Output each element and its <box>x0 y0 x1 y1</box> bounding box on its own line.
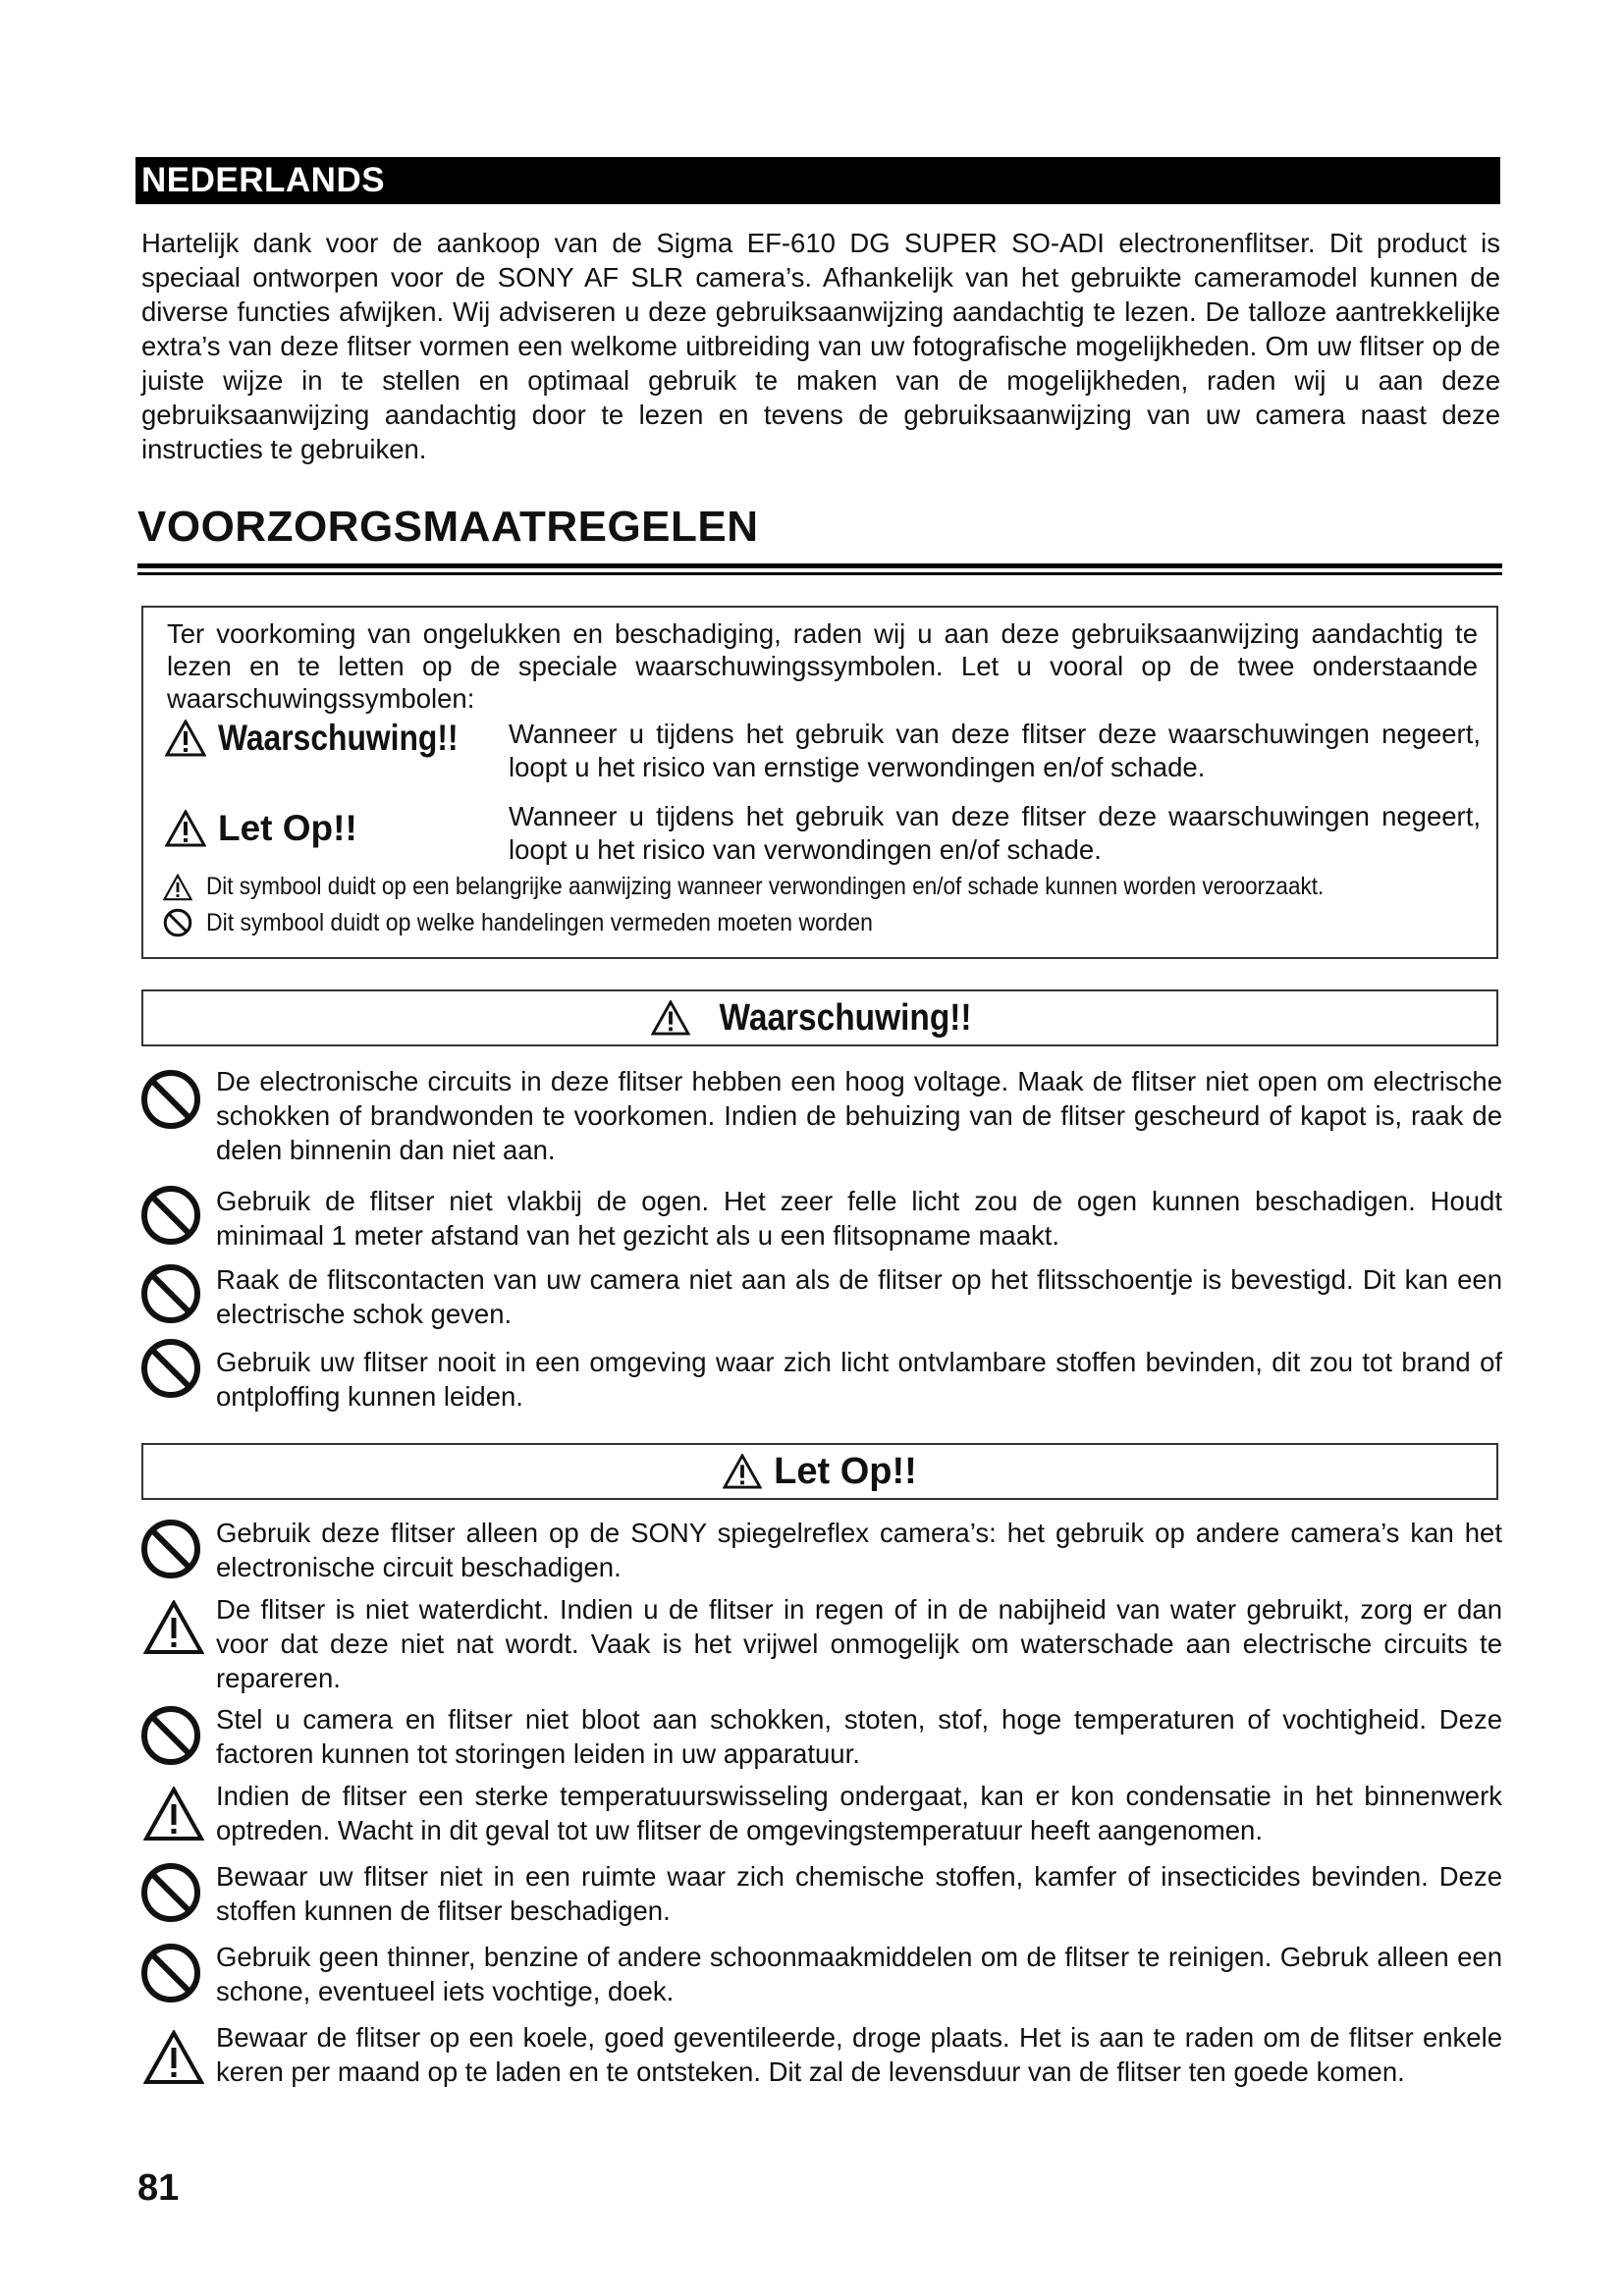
caution-section-header <box>141 1443 1498 1500</box>
warning-triangle-icon <box>163 874 192 901</box>
warning-item-text: Raak de flitscontacten van uw camera niet aan als de flitser op het flitsschoentje is bevestigd. Dit kan een electrische schok geven. <box>216 1264 1502 1329</box>
warning-item-text: Gebruik uw flitser nooit in een omgeving waar zich licht ontvlambare stoffen bevinden, dit zou tot brand of ontploffing kunnen leiden. <box>216 1347 1502 1412</box>
caution-item-text: Bewaar uw flitser niet in een ruimte waar zich chemische stoffen, kamfer of insecticides bevinden. Deze stoffen kunnen de flitser beschadigen. <box>216 1861 1502 1926</box>
warning-triangle-icon <box>143 1600 204 1655</box>
caution-label <box>165 808 357 849</box>
prohibited-icon <box>139 1704 202 1767</box>
warning-triangle-icon <box>723 1454 762 1489</box>
prohibit-symbol-text: Dit symbool duidt op welke handelingen vermeden moeten worden <box>206 908 873 936</box>
caution-item-text: De flitser is niet waterdicht. Indien u de flitser in regen of in de nabijheid van water gebruikt, zorg er dan voor dat deze niet nat wordt. Vaak is het vrijwel onmogelijk om waterschade aan electrische circuits te repareren. <box>216 1594 1502 1693</box>
prohibited-icon <box>139 1337 202 1400</box>
warning-triangle-icon <box>165 720 206 757</box>
caution-description: Wanneer u tijdens het gebruik van deze flitser deze waarschuwingen negeert, loopt u het risico van verwondingen en/of schade. <box>509 801 1481 865</box>
prohibited-icon <box>139 1184 202 1247</box>
prohibited-icon <box>139 1518 202 1580</box>
caution-item-text: Indien de flitser een sterke temperatuurswisseling ondergaat, kan er kon condensatie in het binnenwerk optreden. Wacht in dit geval tot uw flitser de omgevingstemperatuur heeft aangenomen. <box>216 1781 1502 1845</box>
caution-item-text: Gebruik deze flitser alleen op de SONY spiegelreflex camera’s: het gebruik op andere camera’s kan het electronische circuit beschadigen. <box>216 1518 1502 1582</box>
warning-item-text: Gebruik de flitser niet vlakbij de ogen. Het zeer felle licht zou de ogen kunnen beschadigen. Houdt minimaal 1 meter afstand van het gezicht als u een flitsopname maakt. <box>216 1186 1502 1251</box>
caution-item-text: Stel u camera en flitser niet bloot aan schokken, stoten, stof, hoge temperaturen of vochtigheid. Deze factoren kunnen tot storingen leiden in uw apparatuur. <box>216 1704 1502 1769</box>
legend-triangle-symbol-row <box>163 873 1448 901</box>
symbol-legend-box <box>141 606 1498 959</box>
warning-description: Wanneer u tijdens het gebruik van deze flitser deze waarschuwingen negeert, loopt u het risico van ernstige verwondingen en/of schade. <box>509 719 1481 782</box>
caution-item-text: Gebruik geen thinner, benzine of andere schoonmaakmiddelen om de flitser te reinigen. Gebruk alleen een schone, eventueel iets vochtige, doek. <box>216 1942 1502 2006</box>
triangle-symbol-text: Dit symbool duidt op een belangrijke aanwijzing wanneer verwondingen en/of schade kunnen worden veroorzaakt. <box>206 873 1325 900</box>
warning-section-header <box>141 989 1498 1046</box>
warning-item-text: De electronische circuits in deze flitser hebben een hoog voltage. Maak de flitser niet open om electrische schokken of brandwonden te voorkomen. Indien de behuizing van de flitser gescheurd of kapot is, raak de delen binnenin dan niet aan. <box>216 1066 1502 1165</box>
section-title: VOORZORGSMAATREGELEN <box>137 503 759 551</box>
title-rule-thin <box>137 572 1502 575</box>
language-header-bar <box>135 157 1500 204</box>
legend-caution-row <box>165 800 1481 869</box>
warning-label-text: Waarschuwing!! <box>218 718 459 758</box>
caution-item-text: Bewaar de flitser op een koele, goed geventileerde, droge plaats. Het is aan te raden om de flitser enkele keren per maand op te laden en te ontsteken. Dit zal de levensduur van de flitser ten goede komen. <box>216 2022 1502 2087</box>
legend-warning-row <box>165 718 1481 786</box>
prohibited-icon <box>139 1942 202 2004</box>
intro-paragraph: Hartelijk dank voor de aankoop van de Sigma EF-610 DG SUPER SO-ADI electronenflitser. Dit product is speciaal ontworpen voor de SONY AF SLR camera’s. Afhankelijk van het gebruikte cameramodel kunnen de diverse functies afwijken. Wij adviseren u deze gebruiksaanwijzing aandachtig te lezen. De talloze aantrekkelijke extra’s van deze flitser vormen een welkome uitbreiding van uw fotografische mogelijkheden. Om uw flitser op de juiste wijze in te stellen en optimaal gebruik te maken van de mogelijkheden, raden wij u aan deze gebruiksaanwijzing aandachtig door te lezen en tevens de gebruiksaanwijzing van uw camera naast deze instructies te gebruiken. <box>141 228 1500 464</box>
prohibited-icon <box>139 1262 202 1325</box>
prohibited-icon <box>163 908 192 937</box>
caution-label-text: Let Op!! <box>218 808 357 848</box>
warning-triangle-icon <box>165 810 206 847</box>
caution-section-title: Let Op!! <box>774 1450 917 1492</box>
prohibited-icon <box>139 1068 202 1131</box>
language-title: NEDERLANDS <box>141 161 386 199</box>
legend-intro: Ter voorkoming van ongelukken en beschadiging, raden wij u aan deze gebruiksaanwijzing aandachtig te lezen en te letten op de speciale waarschuwingssymbolen. Let u vooral op de twee onderstaande waarschuwingssymbolen: <box>167 618 1478 714</box>
prohibited-icon <box>139 1861 202 1924</box>
page-number: 81 <box>137 2167 180 2209</box>
warning-triangle-icon <box>651 1000 690 1036</box>
legend-prohibit-symbol-row <box>163 908 931 937</box>
warning-triangle-icon <box>143 1787 204 1842</box>
title-rule <box>137 563 1502 568</box>
warning-label <box>165 718 497 759</box>
warning-section-title: Waarschuwing!! <box>719 996 972 1039</box>
warning-triangle-icon <box>143 2030 204 2085</box>
